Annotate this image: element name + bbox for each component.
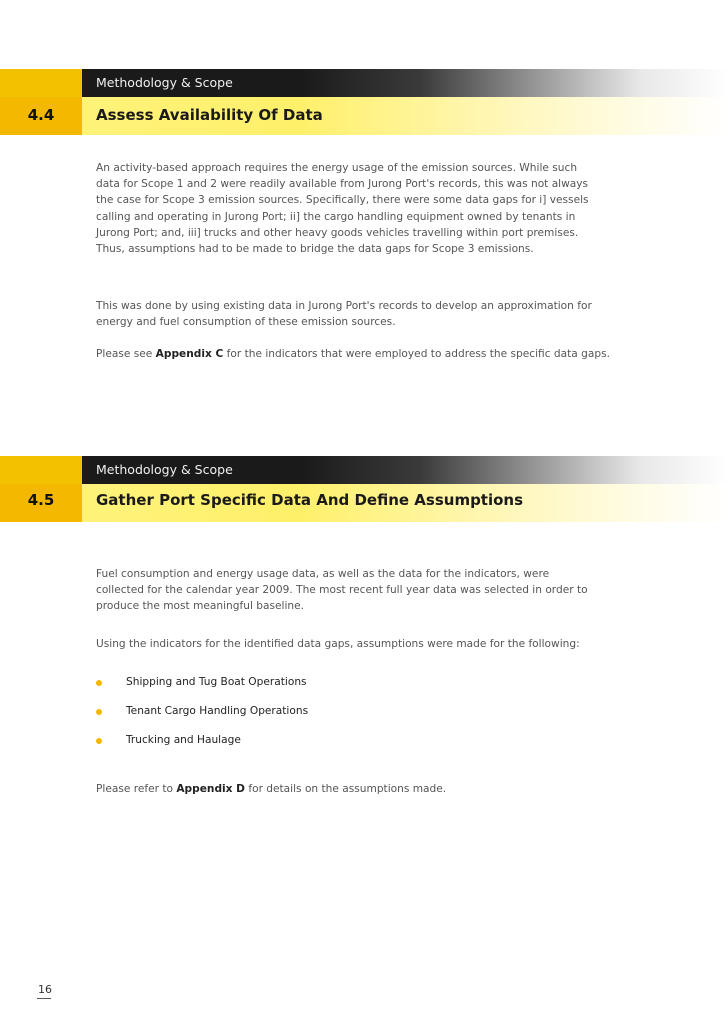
paragraph: This was done by using existing data in Jurong Port's records to develop an approximation for energy and fuel consumption of these emission sources. — [96, 300, 592, 329]
text: for details on the assumptions made. — [244, 783, 447, 795]
paragraph-appendix-ref — [96, 346, 616, 362]
list-item-label: Shipping and Tug Boat Operations — [126, 676, 307, 688]
page-number-underline — [37, 998, 51, 999]
section-title: Gather Port Specific Data And Define Assumptions — [96, 491, 524, 509]
paragraph-appendix-ref — [96, 781, 616, 797]
paragraph: Fuel consumption and energy usage data, as well as the data for the indicators, were collected for the calendar year 2009. The most recent full year data was selected in order to produce the most meaningful baseline. — [96, 568, 588, 613]
bullet-icon — [96, 680, 102, 686]
bullet-icon — [96, 738, 102, 744]
page-number: 16 — [38, 983, 52, 996]
section-kicker: Methodology & Scope — [96, 462, 233, 477]
section-kicker: Methodology & Scope — [96, 75, 233, 90]
text: for the indicators that were employed to address the specific data gaps. — [223, 348, 610, 360]
section-title: Assess Availability Of Data — [96, 106, 323, 124]
text: Please refer to — [96, 783, 177, 795]
text: Please see — [96, 348, 156, 360]
bullet-icon — [96, 709, 102, 715]
list-item-label: Trucking and Haulage — [126, 734, 241, 746]
appendix-reference: Appendix C — [155, 348, 224, 360]
appendix-reference: Appendix D — [176, 783, 245, 795]
section-number: 4.4 — [27, 106, 55, 124]
paragraph: An activity-based approach requires the energy usage of the emission sources. While such data for Scope 1 and 2 were readily available from Jurong Port's records, this was not always the case for Scope 3 emission sources. Specifically, there were some data gaps for i] vessels calling and operating in Jurong Port; ii] the cargo handling equipment owned by tenants in Jurong Port; and, iii] trucks and other heavy goods vehicles travelling within port premises. Thus, assumptions had to be made to bridge the data gaps for Scope 3 emissions. — [96, 162, 589, 256]
paragraph: Using the indicators for the identified data gaps, assumptions were made for the following: — [96, 638, 580, 650]
list-item-label: Tenant Cargo Handling Operations — [126, 705, 309, 717]
section-number: 4.5 — [27, 491, 55, 509]
